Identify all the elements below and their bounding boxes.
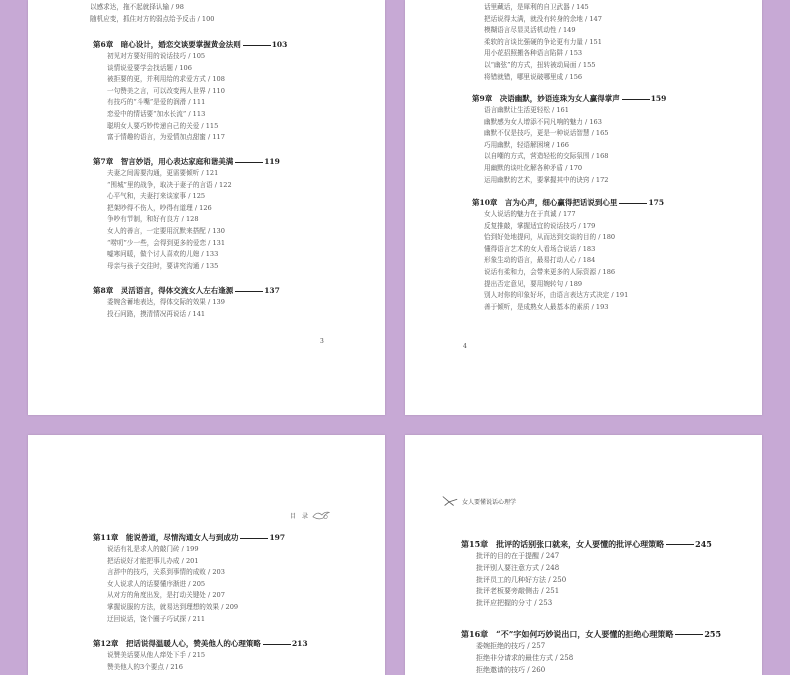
chapter-heading: 第12章 把话说得温暖人心，赞美他人的心理策略 213 [93, 639, 308, 648]
toc-item: 母亲与孩子交往时，要讲究沟通 / 135 [107, 261, 219, 270]
page-number: 4 [463, 343, 467, 350]
chapter-11 [93, 532, 385, 625]
toc-item: 拒绝邀请的技巧 / 260 [476, 665, 546, 674]
toc-item: 初见对方要好用的说话技巧 / 105 [107, 52, 206, 60]
toc-item: 掌握说服的方法，就易达到理想的效果 / 209 [107, 602, 239, 611]
toc-item: 以自嘲的方式，营造轻松的交际氛围 / 168 [484, 152, 609, 161]
toc-item: 运用幽默的艺术，要掌握其中的诀窍 / 172 [484, 175, 609, 184]
toc-item: 女人说求人的话要懂序渐进 / 205 [107, 579, 206, 588]
chapter-9 [472, 93, 762, 186]
toc-item: 批评应把握的分寸 / 253 [476, 599, 553, 608]
toc-page-top-right [405, 0, 762, 415]
toc-item: 争吵有节制，和好有良方 / 128 [107, 215, 199, 224]
chapter-16 [461, 627, 762, 675]
toc-item: 批评老板要旁敲侧击 / 251 [476, 587, 560, 596]
toc-item: “唠叨”少一些，会得到更多的爱恋 / 131 [107, 238, 226, 247]
toc-item: 女人说话的魅力在于真诚 / 177 [484, 210, 576, 218]
toc-item: 心平气和，夫妻打来谈家事 / 125 [107, 192, 206, 201]
toc-item: 委婉含蓄地表达，得体交际的效果 / 139 [107, 298, 225, 306]
running-head-text: 女人要懂说话心理学 [462, 498, 517, 506]
chapter-heading: 第8章 灵活语言，得体交流女人左右逢源 137 [93, 286, 280, 295]
toc-item: 幽默不仅是技巧，更是一种说话智慧 / 165 [484, 129, 609, 138]
bird-icon [312, 508, 330, 522]
chapter-8 [93, 285, 385, 320]
toc-item: 模糊语言尽显灵活机动性 / 149 [484, 26, 576, 35]
toc-item: 聪明女人要巧妙传递自己的关爱 / 115 [107, 121, 219, 130]
toc-item: 说话有礼是求人的敲门砖 / 199 [107, 545, 199, 553]
toc-item: 委婉拒绝的技巧 / 257 [476, 642, 546, 650]
toc-item: 赞美他人的3个要点 / 216 [107, 662, 183, 671]
toc-item: 提出否定意见，要用婉转句 / 189 [484, 279, 583, 288]
chapter-12 [93, 638, 385, 673]
chapter-10 [472, 197, 762, 313]
toc-item: 巧用幽默，轻语解困境 / 166 [484, 140, 569, 149]
toc-item: 语言幽默让生活更轻松 / 161 [484, 106, 569, 114]
toc-item: 有技巧的“斗嘴”是爱的润滑 / 111 [107, 98, 206, 107]
toc-item: 女人的善言，一定要用沉默来搭配 / 130 [107, 226, 225, 235]
toc-item: 善于倾听，是成熟女人最基本的素质 / 193 [484, 302, 609, 311]
toc-item: 随机应变，抓住对方的弱点给予反击 / 100 [90, 14, 215, 23]
toc-item: 一句赞美之言，可以改变两人世界 / 110 [107, 86, 225, 95]
toc-item: 批评别人要注意方式 / 248 [476, 563, 560, 572]
toc-item: 反复推敲，掌握适宜的说话技巧 / 179 [484, 221, 596, 230]
toc-item: 柔软的言谈比强硬的争论更有力量 / 151 [484, 37, 602, 46]
toc-item: 幽默感为女人增添不同凡响的魅力 / 163 [484, 117, 602, 126]
toc-item: 谈情说爱要学会找话题 / 106 [107, 63, 192, 72]
toc-item: 富于情趣的语言，为爱情加点甜蜜 / 117 [107, 133, 225, 142]
running-head [290, 508, 330, 522]
toc-item: “围城”里的战争，取决于妻子的言语 / 122 [107, 180, 232, 189]
toc-item: 将错就错，哪里说破哪里成 / 156 [484, 72, 583, 81]
chapter-heading: 第7章 智言妙语，用心表达家庭和谐美满 119 [93, 157, 280, 166]
toc-item: 用幽默的谈吐化解各种矛盾 / 170 [484, 163, 583, 172]
top-items-tr [484, 2, 762, 83]
toc-item: 把话说得太满，就没有转身的余地 / 147 [484, 14, 602, 23]
toc-item: 形象生动的语言，最易打动人心 / 184 [484, 256, 596, 265]
toc-item: 恋爱中的情话要“加水长流” / 113 [107, 109, 206, 118]
toc-item: 夫妻之间需要沟通，更需要倾听 / 121 [107, 169, 219, 177]
chapter-heading: 第11章 能说善道，尽情沟通女人与到成功 197 [93, 533, 286, 542]
toc-item: 投石问路，摸清情况再说话 / 141 [107, 309, 206, 318]
toc-item: 以“幽弦”的方式，扭转被动局面 / 155 [484, 60, 596, 69]
toc-page-bottom-left [28, 435, 385, 675]
chapter-heading: 第10章 言为心声，细心赢得把话说到心里 175 [472, 198, 665, 207]
toc-item: 懂得语言艺术的女人看场合说话 / 183 [484, 244, 596, 253]
running-head [441, 494, 516, 508]
toc-item: 用小花招照搬各种语言陷阱 / 153 [484, 49, 583, 58]
bird-icon [441, 494, 459, 508]
toc-page-top-left [28, 0, 385, 415]
toc-item: 把架吵得不伤人，吵得有道理 / 126 [107, 203, 212, 212]
toc-item: 言辞中的技巧，关系到事情的成败 / 203 [107, 568, 225, 577]
toc-item: 拒绝非分请求的最佳方式 / 258 [476, 653, 574, 662]
toc-item: 以感求达，拖不起就择认输 / 98 [90, 3, 184, 11]
chapter-7 [93, 156, 385, 272]
running-head-text: 目 录 [290, 512, 309, 520]
chapter-6 [93, 39, 385, 144]
toc-item: 说话有柔和力，会带来更多的人际资源 / 186 [484, 267, 616, 276]
toc-item: 别人对你的印象好坏，由语言表达方式决定 / 191 [484, 291, 629, 300]
toc-item: 话里藏话，是犀利的自卫武器 / 145 [484, 3, 589, 11]
top-items-tl [90, 2, 385, 25]
chapter-heading: 第16章 “不”字如何巧妙说出口，女人要懂的拒绝心理策略 255 [461, 629, 722, 639]
toc-item: 说赞美话要从他人痒处下手 / 215 [107, 651, 206, 659]
toc-item: 批评员工的几种好方法 / 250 [476, 575, 567, 584]
toc-item: 批评的目的在于提醒 / 247 [476, 552, 560, 560]
toc-page-bottom-right [405, 435, 762, 675]
chapter-heading: 第9章 决语幽默，妙语连珠为女人赢得掌声 159 [472, 94, 667, 103]
toc-item: 迂回说话，饶个圈子巧试探 / 211 [107, 614, 206, 623]
toc-item: 嘘寒问暖，做个讨人喜欢的儿媳 / 133 [107, 250, 219, 259]
toc-item: 恰到好处地提问，从而达到交谈的目的 / 180 [484, 233, 616, 242]
toc-item: 把话说好才能把事儿办成 / 201 [107, 556, 199, 565]
toc-item: 从对方的角度出发，是打动关键处 / 207 [107, 591, 225, 600]
chapter-heading: 第6章 暗心设计，婚恋交谈要掌握黄金法则 103 [93, 40, 288, 49]
chapter-15 [461, 537, 762, 610]
toc-item: 被拒要的更，并利用给的求爱方式 / 108 [107, 75, 225, 84]
chapter-heading: 第15章 批评的话别张口就来，女人要懂的批评心理策略 245 [461, 539, 712, 549]
page-number: 3 [320, 338, 324, 345]
